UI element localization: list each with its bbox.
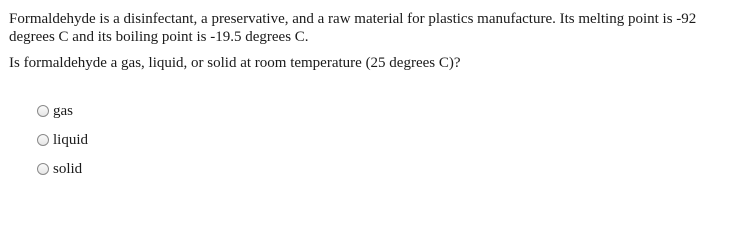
question-block (9, 10, 731, 72)
radio-button-solid[interactable] (37, 163, 49, 175)
option-liquid[interactable] (37, 125, 88, 154)
radio-button-gas[interactable] (37, 105, 49, 117)
option-solid[interactable] (37, 154, 88, 183)
option-gas[interactable] (37, 96, 88, 125)
option-label-liquid: liquid (53, 131, 89, 148)
question-prompt: Is formaldehyde a gas, liquid, or solid at room temperature (25 degrees C)? (9, 55, 461, 71)
question-stem: Formaldehyde is a disinfectant, a preservative, and a raw material for plastics manufacture. Its melting point is -92 degrees C and its boiling point is -19.5 degrees C. (9, 11, 697, 45)
radio-button-liquid[interactable] (37, 134, 49, 146)
option-label-solid: solid (53, 160, 83, 177)
option-label-gas: gas (53, 102, 73, 119)
answer-options (37, 96, 88, 183)
